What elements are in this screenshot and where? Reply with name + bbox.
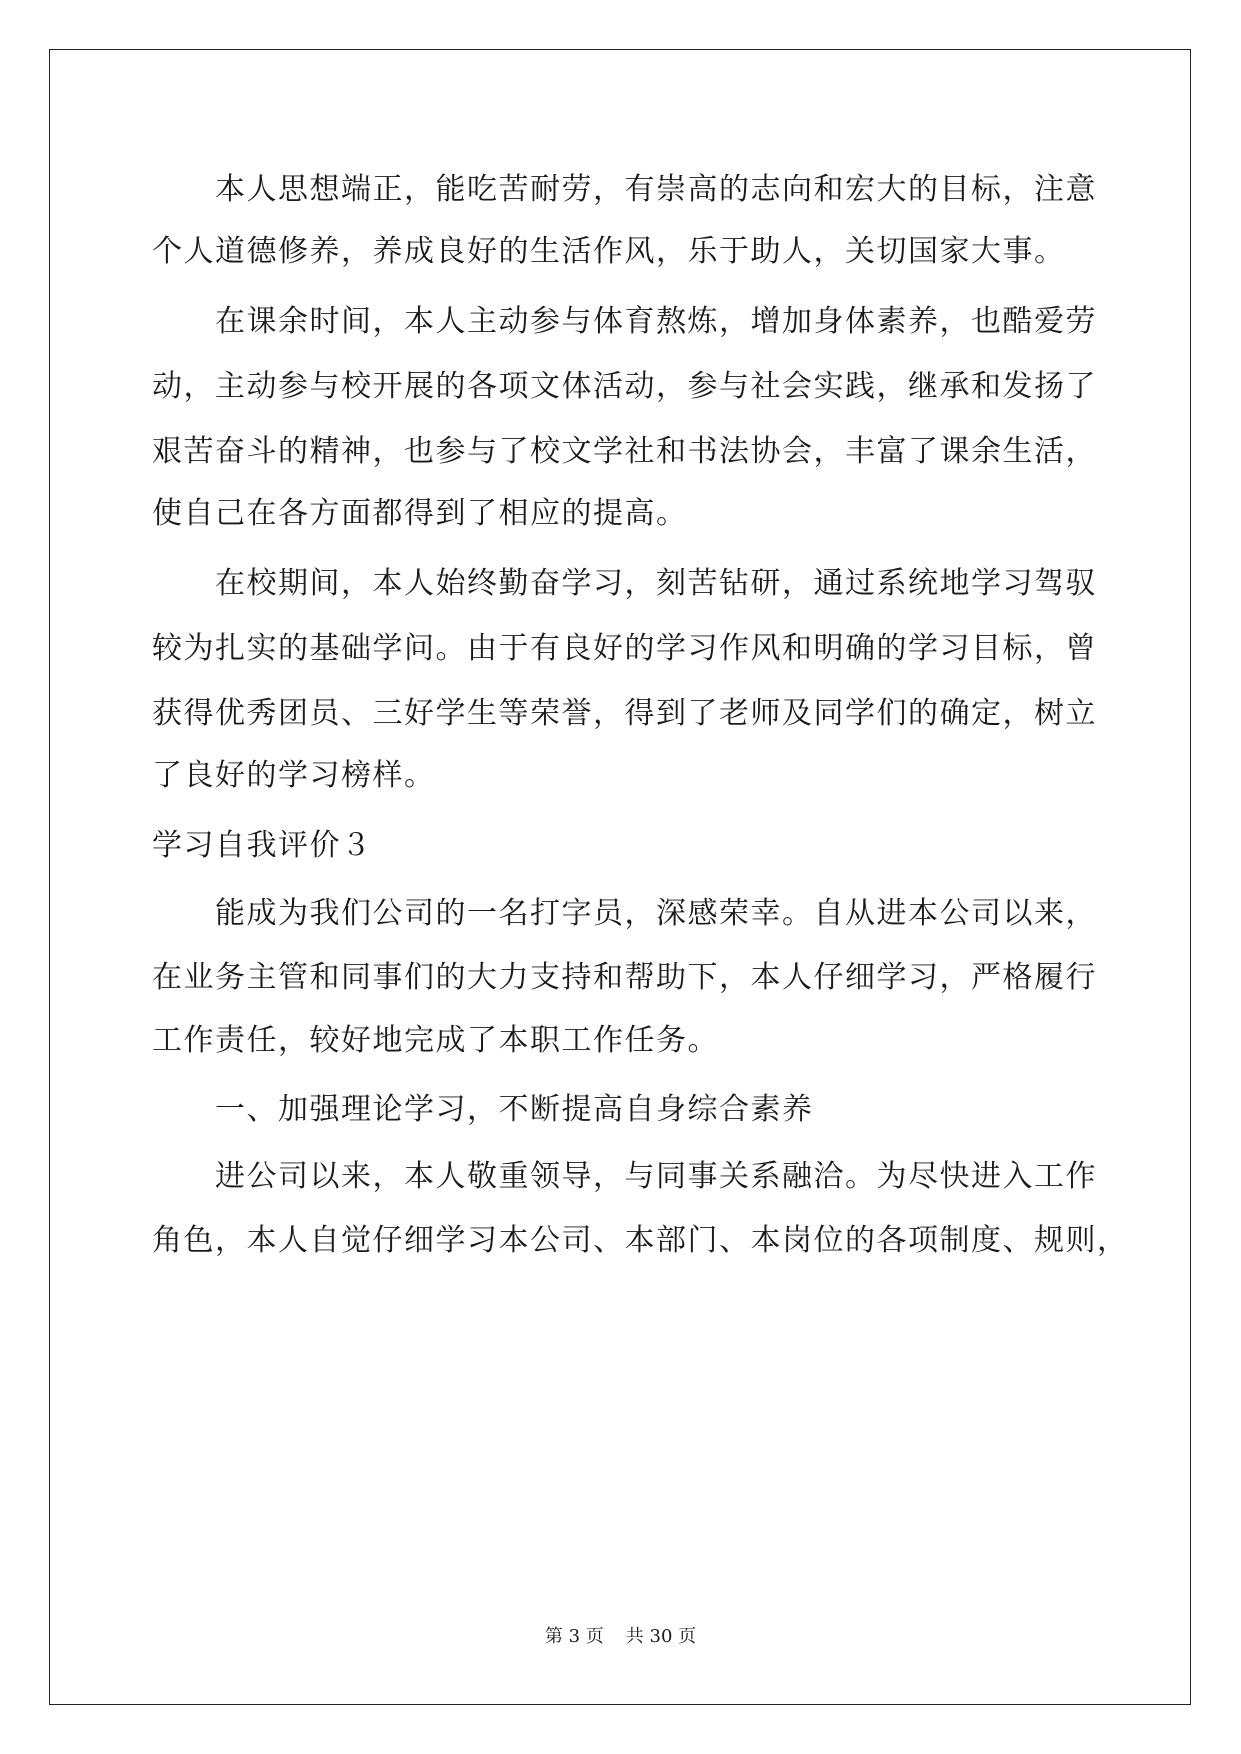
page-footer (0, 1625, 1241, 1649)
paragraph-2-line-3: 艰苦奋斗的精神，也参与了校文学社和书法协会，丰富了课余生活， (152, 434, 1097, 469)
paragraph-3-line-2: 较为扎实的基础学问。由于有良好的学习作风和明确的学习目标，曾 (152, 631, 1097, 666)
paragraph-3-line-1: 在校期间，本人始终勤奋学习，刻苦钻研，通过系统地学习驾驭 (215, 566, 1097, 601)
paragraph-4-line-3: 工作责任，较好地完成了本职工作任务。 (152, 1023, 719, 1058)
subsection-heading: 一、加强理论学习，不断提高自身综合素养 (215, 1092, 814, 1127)
paragraph-5-line-2: 角色，本人自觉仔细学习本公司、本部门、本岗位的各项制度、规则， (152, 1223, 1129, 1258)
paragraph-1-line-2: 个人道德修养，养成良好的生活作风，乐于助人，关切国家大事。 (152, 234, 1066, 269)
page-border (49, 49, 1191, 1705)
paragraph-4-line-1: 能成为我们公司的一名打字员，深感荣幸。自从进本公司以来， (215, 896, 1097, 931)
section-heading: 学习自我评价３ (152, 828, 373, 863)
page-number: 第 3 页 (544, 1626, 604, 1647)
paragraph-3-line-4: 了良好的学习榜样。 (152, 758, 436, 793)
page-total: 共 30 页 (625, 1626, 697, 1647)
paragraph-4-line-2: 在业务主管和同事们的大力支持和帮助下，本人仔细学习，严格履行 (152, 960, 1097, 995)
paragraph-3-line-3: 获得优秀团员、三好学生等荣誉，得到了老师及同学们的确定，树立 (152, 696, 1097, 731)
paragraph-2-line-1: 在课余时间，本人主动参与体育熬炼，增加身体素养，也酷爱劳 (215, 304, 1097, 339)
paragraph-5-line-1: 进公司以来，本人敬重领导，与同事关系融洽。为尽快进入工作 (215, 1159, 1097, 1194)
paragraph-2-line-4: 使自己在各方面都得到了相应的提高。 (152, 496, 688, 531)
paragraph-2-line-2: 动，主动参与校开展的各项文体活动，参与社会实践，继承和发扬了 (152, 369, 1097, 404)
paragraph-1-line-1: 本人思想端正，能吃苦耐劳，有崇高的志向和宏大的目标，注意 (215, 172, 1097, 207)
